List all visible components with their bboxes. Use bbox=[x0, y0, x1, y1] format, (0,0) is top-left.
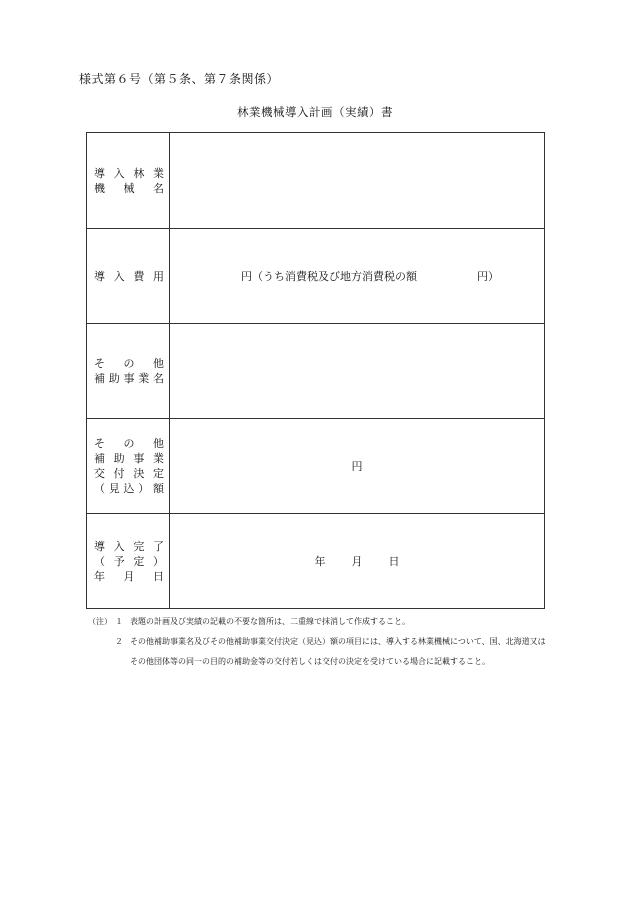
amount-yen-unit: 円 bbox=[351, 460, 363, 473]
date-month-unit: 月 bbox=[351, 555, 363, 568]
note-number: ２ bbox=[115, 637, 123, 646]
field-completion-date[interactable] bbox=[170, 514, 545, 609]
label-line: 導入費用 bbox=[94, 269, 164, 283]
label-line: 補助事業名 bbox=[94, 372, 164, 385]
cost-yen-close: 円） bbox=[477, 270, 499, 283]
date-day-unit: 日 bbox=[388, 555, 400, 568]
label-line: 機械名 bbox=[94, 181, 164, 195]
document-title: 林業機械導入計画（実績）書 bbox=[237, 105, 393, 119]
note-item bbox=[88, 612, 548, 632]
label-line: （予定） bbox=[94, 554, 164, 568]
application-form-table bbox=[86, 132, 545, 609]
label-line: 導入完了 bbox=[94, 539, 164, 553]
label-line: その他 bbox=[94, 437, 164, 450]
notes-heading: （注） bbox=[88, 617, 112, 626]
field-machine-name[interactable] bbox=[170, 133, 545, 229]
table-row-other-subsidy-amount bbox=[87, 419, 545, 514]
label-line: 補助事業 bbox=[94, 452, 164, 465]
table-row-completion-date bbox=[87, 514, 545, 609]
date-year-unit: 年 bbox=[314, 555, 326, 568]
field-cost[interactable] bbox=[170, 229, 545, 324]
field-other-subsidy-amount[interactable] bbox=[170, 419, 545, 514]
label-line: 年月日 bbox=[94, 569, 164, 583]
label-line: 交付決定 bbox=[94, 467, 164, 480]
cost-text bbox=[241, 268, 499, 284]
table-row-cost bbox=[87, 229, 545, 324]
label-line: 導入林業 bbox=[94, 166, 164, 180]
cost-yen-tax-label: 円（うち消費税及び地方消費税の額 bbox=[241, 270, 417, 283]
label-other-subsidy-name bbox=[87, 324, 170, 419]
note-text: 表題の計画及び実績の記載の不要な箇所は、二重線で抹消して作成すること。 bbox=[130, 617, 410, 626]
label-other-subsidy-amount bbox=[87, 419, 170, 514]
label-line: （見込）額 bbox=[94, 482, 164, 495]
label-completion-date bbox=[87, 514, 170, 609]
label-machine-name bbox=[87, 133, 170, 229]
note-text: その他補助事業名及びその他補助事業交付決定（見込）額の項目には、導入する林業機械について、国、北海道又はその他団体等の同一の目的の補助金等の交付若しくは交付の決定を受けている場合に記載すること。 bbox=[130, 637, 546, 666]
table-row-other-subsidy-name bbox=[87, 324, 545, 419]
notes-section bbox=[88, 612, 548, 672]
form-number: 様式第６号（第５条、第７条関係） bbox=[79, 72, 280, 86]
label-line: その他 bbox=[94, 357, 164, 370]
table-row-machine-name bbox=[87, 133, 545, 229]
field-other-subsidy-name[interactable] bbox=[170, 324, 545, 419]
note-number: １ bbox=[115, 617, 123, 626]
note-item bbox=[88, 632, 548, 672]
label-cost bbox=[87, 229, 170, 324]
